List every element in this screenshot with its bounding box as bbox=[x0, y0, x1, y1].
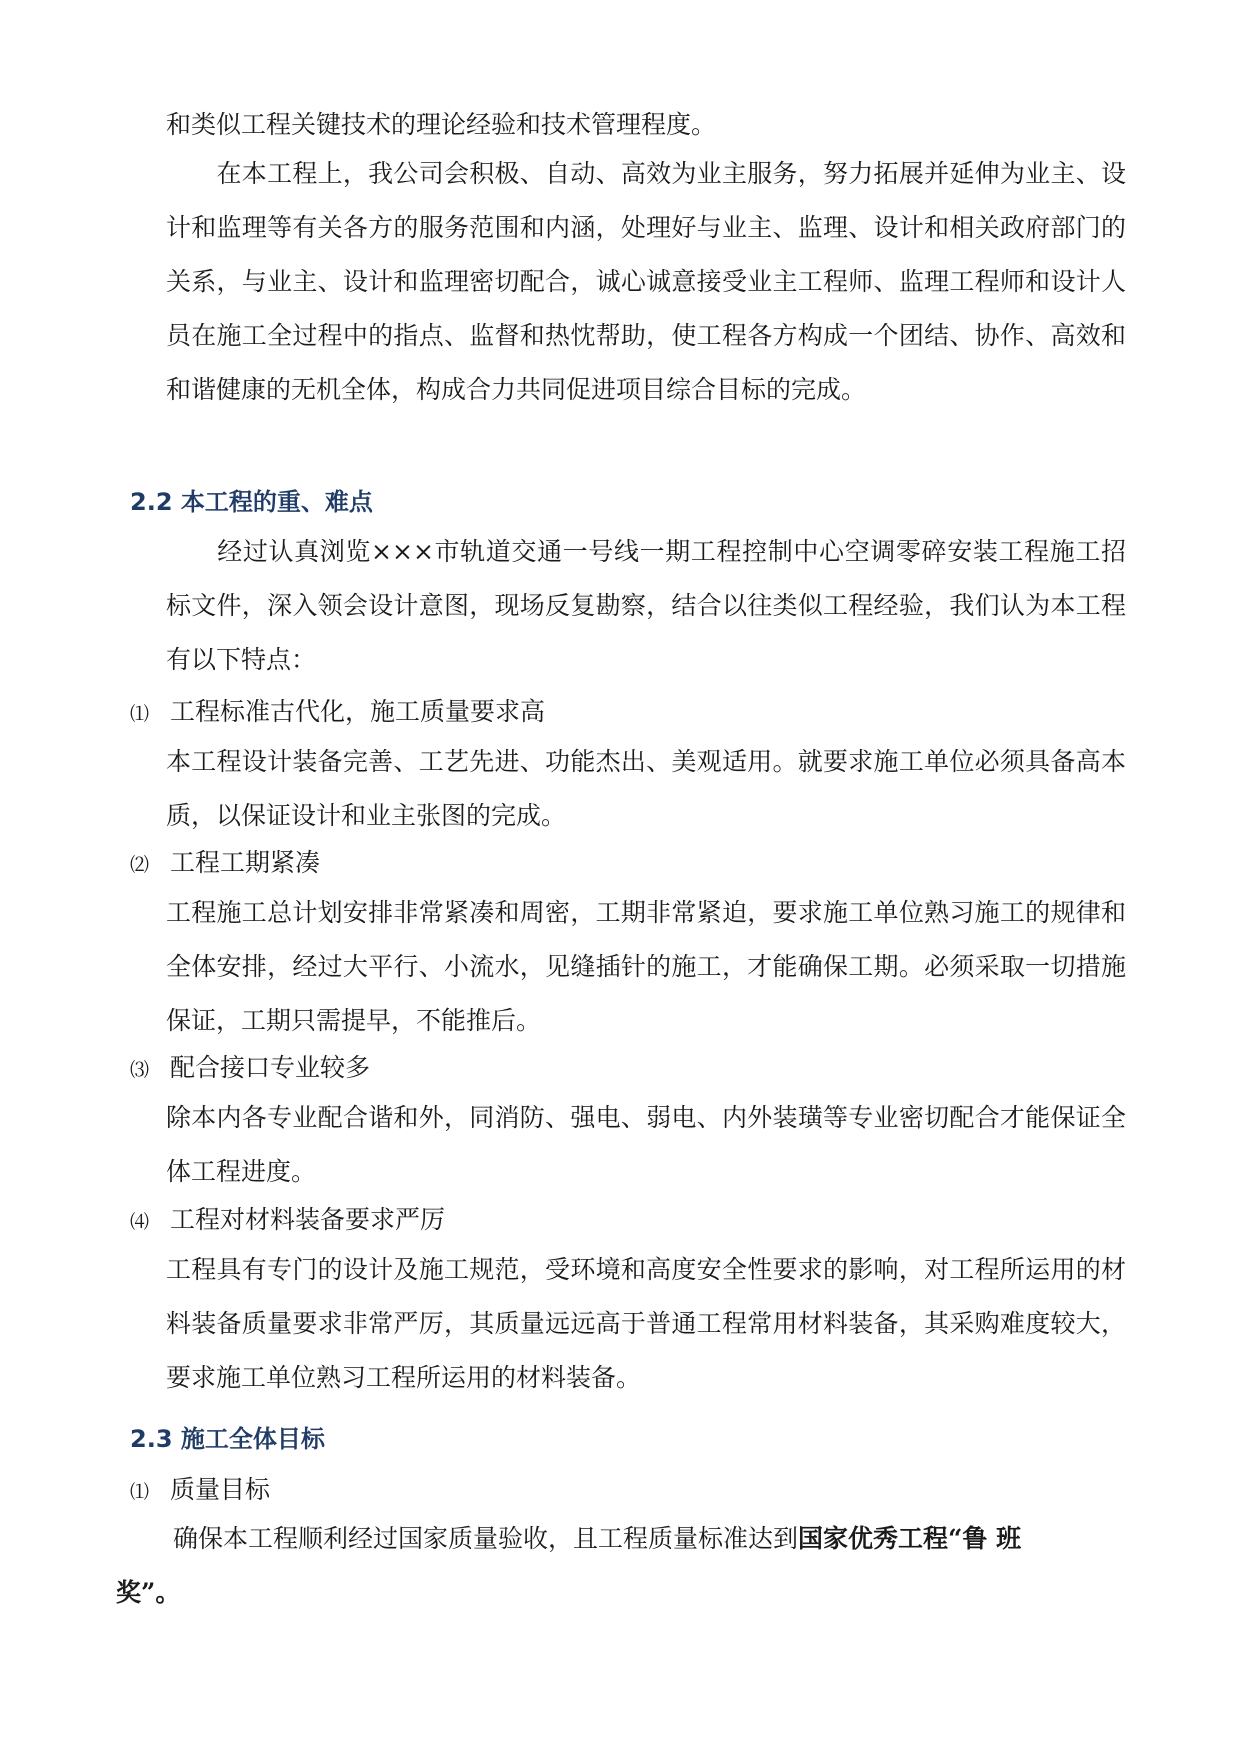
section-heading-2-2: 2.2 本工程的重、难点 bbox=[130, 488, 373, 516]
list-item-title bbox=[130, 1470, 270, 1512]
paragraph-service: 在本工程上，我公司会积极、自动、高效为业主服务，努力拓展并延伸为业主、设计和监理等有关各方的服务范围和内涵，处理好与业主、监理、设计和相关政府部门的关系，与业主、设计和监理密切配合，诚心诚意接受业主工程师、监理工程师和设计人员在施工全过程中的指点、监督和热忱帮助，使工程各方构成一个团结、协作、高效和和谐健康的无机全体，构成合力共同促进项目综合目标的完成。 bbox=[166, 159, 1126, 404]
item-number: ⑵ bbox=[130, 854, 150, 876]
item-title: 质量目标 bbox=[170, 1475, 271, 1504]
list-item-body: 工程具有专门的设计及施工规范，受环境和高度安全性要求的影响，对工程所运用的材料装备质量要求非常严厉，其质量远远高于普通工程常用材料装备，其采购难度较大，要求施工单位熟习工程所运用的材料装备。 bbox=[166, 1255, 1126, 1392]
item-title: 工程标准古代化，施工质量要求高 bbox=[170, 697, 546, 726]
list-item-body: 本工程设计装备完善、工艺先进、功能杰出、美观适用。就要求施工单位必须具备高本质，以保证设计和业主张图的完成。 bbox=[166, 747, 1126, 830]
paragraph-continuation: 和类似工程关键技术的理论经验和技术管理程度。 bbox=[166, 110, 717, 139]
item-title: 工程工期紧凑 bbox=[170, 848, 321, 877]
list-item-title bbox=[130, 1200, 445, 1242]
item-title: 工程对材料装备要求严厉 bbox=[170, 1205, 446, 1234]
list-item-title bbox=[130, 1048, 370, 1090]
list-item-title bbox=[130, 692, 545, 734]
item-number: ⑴ bbox=[130, 703, 150, 725]
list-item-title bbox=[130, 843, 320, 885]
item-title: 配合接口专业较多 bbox=[170, 1053, 371, 1082]
item-number: ⑷ bbox=[130, 1211, 150, 1233]
item-number: ⑶ bbox=[130, 1059, 150, 1081]
paragraph-quality-goal bbox=[148, 1512, 1123, 1566]
list-item-body: 除本内各专业配合谐和外，同消防、强电、弱电、内外装璜等专业密切配合才能保证全体工程进度。 bbox=[166, 1103, 1126, 1186]
section-heading-2-3: 2.3 施工全体目标 bbox=[130, 1425, 325, 1453]
list-item-body: 工程施工总计划安排非常紧凑和周密，工期非常紧迫，要求施工单位熟习施工的规律和全体安排，经过大平行、小流水，见缝插针的施工，才能确保工期。必须采取一切措施保证，工期只需提早，不能推后。 bbox=[166, 898, 1126, 1035]
quality-goal-award: 国家优秀工程“鲁 班 bbox=[798, 1524, 1022, 1553]
paragraph-intro: 经过认真浏览×××市轨道交通一号线一期工程控制中心空调零碎安装工程施工招标文件，深入领会设计意图，现场反复勘察，结合以往类似工程经验，我们认为本工程有以下特点： bbox=[166, 537, 1126, 674]
quality-goal-text: 确保本工程顺利经过国家质量验收，且工程质量标准达到 bbox=[148, 1524, 799, 1553]
paragraph-quality-goal-end: 奖”。 bbox=[116, 1578, 181, 1607]
item-number: ⑴ bbox=[130, 1481, 150, 1503]
